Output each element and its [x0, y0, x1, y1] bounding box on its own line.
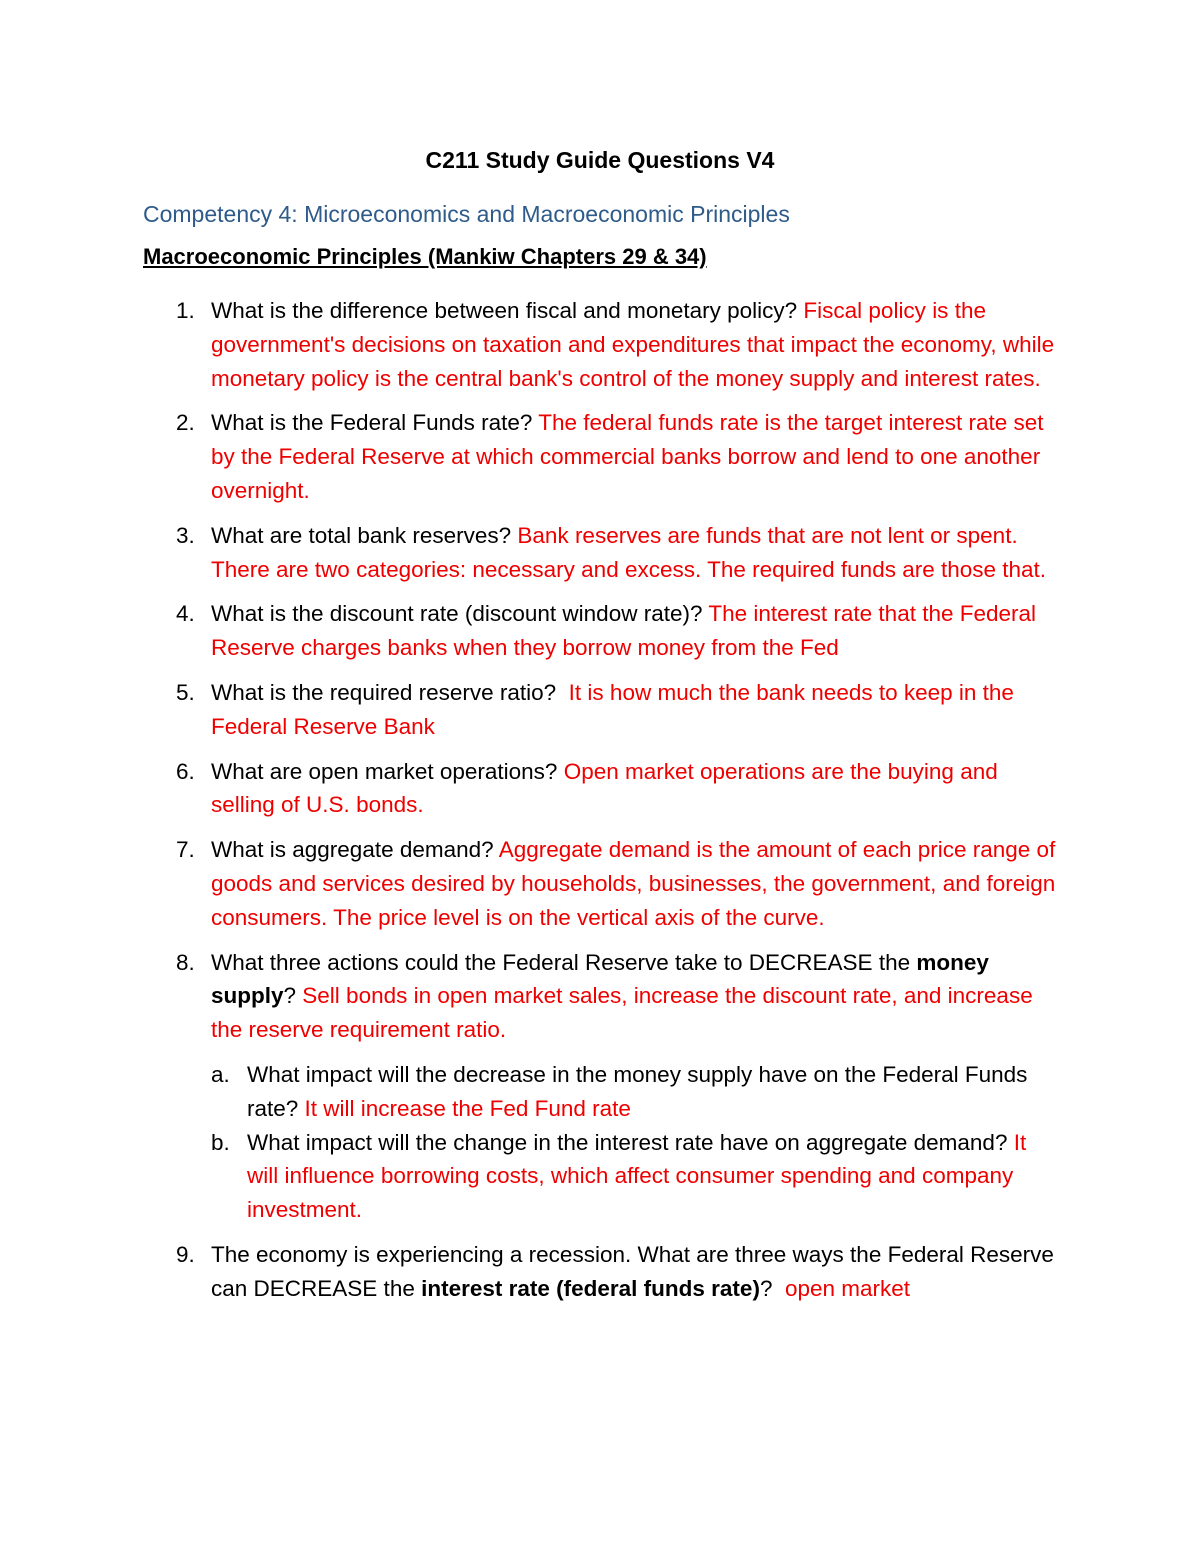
question-text: What are open market operations? [211, 758, 564, 784]
question-number: 6. [176, 758, 195, 784]
question-item-9 [143, 1238, 1063, 1306]
question-text: The economy is experiencing a recession. What are three ways the Federal Reserve can DECREASE the [211, 1241, 1054, 1301]
sub-question-letter: b. [211, 1129, 230, 1155]
question-number: 8. [176, 949, 195, 975]
sub-question-a [211, 1058, 1063, 1126]
document-title: C211 Study Guide Questions V4 [425, 147, 775, 173]
answer-text: Fiscal policy is the government's decisions on taxation and expenditures that impact the economy, while monetary policy is the central bank's control of the money supply and interest rates. [211, 298, 1055, 391]
question-item-2 [143, 406, 1063, 507]
question-number: 5. [176, 679, 195, 705]
section-heading: Macroeconomic Principles (Mankiw Chapters 29 & 34) [143, 244, 707, 269]
answer-text: Sell bonds in open market sales, increase the discount rate, and increase the reserve requirement ratio. [211, 983, 1033, 1043]
question-item-3 [143, 519, 1063, 587]
question-text: What is the difference between fiscal and monetary policy? [211, 298, 804, 323]
question-text: What is the discount rate (discount window rate)? [211, 601, 709, 627]
question-text: What is the required reserve ratio? [211, 679, 569, 705]
sub-question-list [211, 1058, 1063, 1227]
question-item-5 [143, 676, 1063, 744]
sub-question-letter: a. [211, 1061, 230, 1087]
sub-question-text: What impact will the decrease in the money supply have on the Federal Funds rate? [247, 1061, 1028, 1121]
sub-answer-text: It will increase the Fed Fund rate [304, 1095, 631, 1121]
question-emphasis: money supply [211, 949, 989, 1009]
question-text-end: ? [283, 983, 303, 1009]
question-number: 7. [176, 837, 195, 863]
sub-question-text: What impact will the change in the interest rate have on aggregate demand? [247, 1129, 1014, 1155]
question-item-4 [143, 597, 1063, 665]
question-number: 2. [176, 410, 195, 436]
question-list [143, 294, 1063, 1317]
answer-text: The interest rate that the Federal Reserve charges banks when they borrow money from the Fed [211, 601, 1037, 661]
question-text: What three actions could the Federal Reserve take to DECREASE the [211, 949, 917, 975]
question-number: 4. [176, 601, 195, 627]
sub-question-b [211, 1126, 1063, 1227]
question-emphasis: interest rate (federal funds rate) [421, 1275, 760, 1301]
answer-text: open market [784, 1275, 911, 1301]
question-item-8 [143, 946, 1063, 1227]
question-number: 9. [176, 1241, 195, 1267]
competency-heading: Competency 4: Microeconomics and Macroeconomic Principles [143, 201, 790, 227]
answer-text: Aggregate demand is the amount of each price range of goods and services desired by households, businesses, the government, and foreign consumers. The price level is on the vertical axis of the curve. [211, 837, 1056, 930]
question-item-6 [143, 755, 1063, 823]
question-item-1 [143, 294, 1063, 395]
question-number: 3. [176, 522, 195, 548]
answer-text: Open market operations are the buying and selling of U.S. bonds. [211, 758, 998, 818]
question-text: What is aggregate demand? [211, 837, 499, 863]
question-text: What are total bank reserves? [211, 522, 518, 548]
answer-text: Bank reserves are funds that are not lent or spent. There are two categories: necessary and excess. The required funds are those that. [211, 522, 1047, 582]
answer-text: The federal funds rate is the target interest rate set by the Federal Reserve at which commercial banks borrow and lend to one another overnight. [211, 410, 1044, 503]
question-text: What is the Federal Funds rate? [211, 410, 539, 436]
question-text-end: ? [759, 1275, 785, 1301]
question-item-7 [143, 833, 1063, 934]
answer-text: It is how much the bank needs to keep in the Federal Reserve Bank [211, 679, 1014, 739]
question-number: 1. [176, 298, 195, 323]
sub-answer-text: It will influence borrowing costs, which affect consumer spending and company investment. [247, 1129, 1027, 1223]
